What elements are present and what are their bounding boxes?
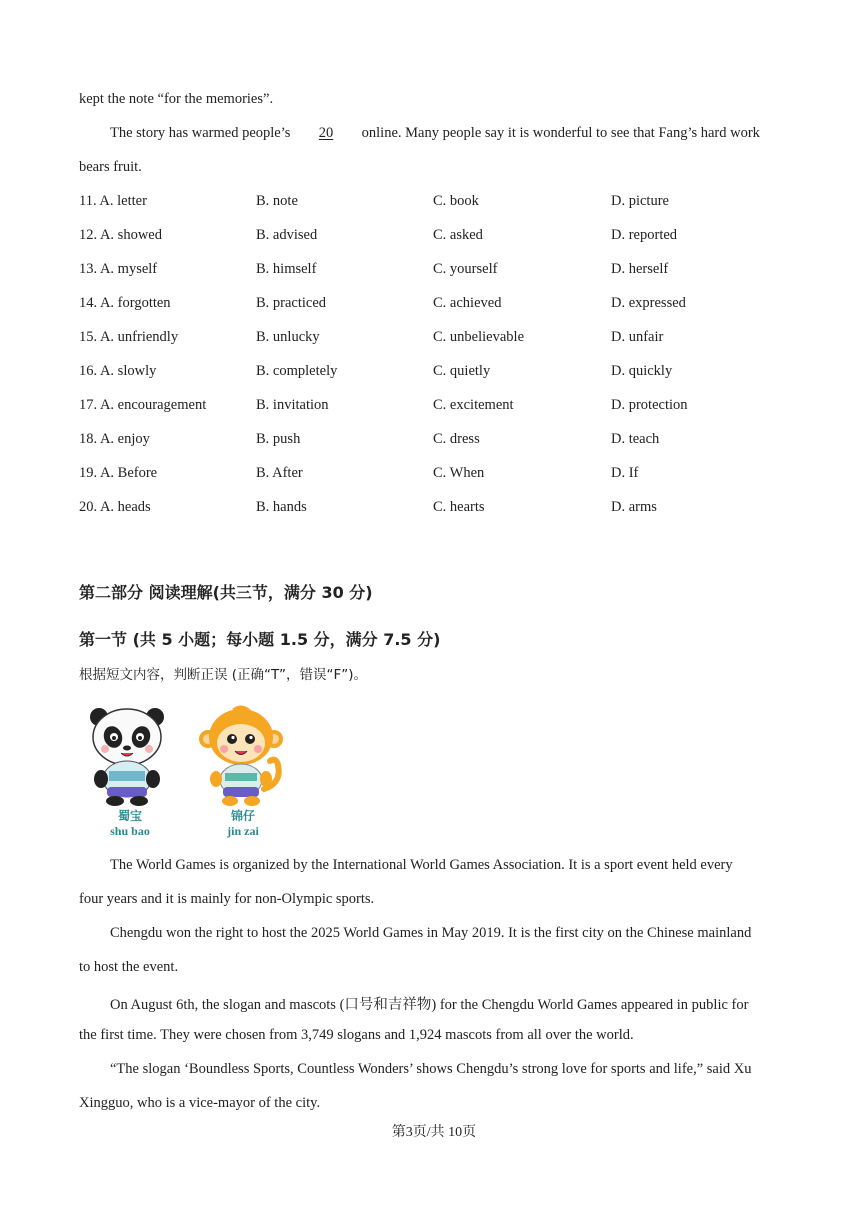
option-b: B. After (256, 465, 303, 481)
sub-heading: 第一节 (共 5 小题；每小题 1.5 分，满分 7.5 分) (79, 630, 441, 649)
option-c: C. quietly (433, 363, 491, 379)
mascot-panda (85, 703, 175, 843)
option-row (79, 465, 799, 485)
option-row (79, 193, 799, 213)
mascot-name-cn: 蜀宝 (117, 809, 142, 823)
option-d: D. arms (611, 499, 657, 515)
option-row (79, 397, 799, 417)
mascot-name-en: jin zai (227, 824, 259, 838)
option-a: 17. A. encouragement (79, 397, 207, 413)
part-heading: 第二部分 阅读理解(共三节，满分 30 分) (79, 583, 373, 602)
option-b: B. advised (256, 227, 318, 243)
option-b: B. invitation (256, 397, 329, 413)
option-a: 13. A. myself (79, 261, 158, 277)
option-b: B. practiced (256, 295, 327, 311)
option-row (79, 431, 799, 451)
option-c: C. book (433, 193, 479, 209)
option-a: 19. A. Before (79, 465, 158, 481)
option-b: B. himself (256, 261, 317, 277)
option-d: D. picture (611, 193, 669, 209)
option-a: 20. A. heads (79, 499, 151, 515)
panda-icon (85, 703, 175, 807)
option-d: D. unfair (611, 329, 664, 345)
option-c: C. yourself (433, 261, 498, 277)
option-d: D. quickly (611, 363, 673, 379)
reading-line: four years and it is mainly for non-Olympic sports. (79, 891, 375, 907)
option-b: B. push (256, 431, 301, 447)
option-a: 18. A. enjoy (79, 431, 150, 447)
option-row (79, 363, 799, 383)
option-row (79, 261, 799, 281)
reading-line: Xingguo, who is a vice-mayor of the city. (79, 1095, 321, 1111)
option-c: C. dress (433, 431, 480, 447)
option-a: 12. A. showed (79, 227, 162, 243)
monkey-icon (198, 703, 288, 807)
mascot-monkey (198, 703, 288, 843)
option-a: 14. A. forgotten (79, 295, 171, 311)
option-d: D. reported (611, 227, 678, 243)
option-row (79, 227, 799, 247)
reading-line: to host the event. (79, 959, 179, 975)
page-number: 第3页/共 10页 (391, 1125, 477, 1140)
reading-line: The World Games is organized by the International World Games Association. It is a sport event held every (110, 857, 733, 873)
option-d: D. If (611, 465, 639, 481)
option-c: C. hearts (433, 499, 485, 515)
passage-line: bears fruit. (79, 159, 142, 175)
option-a: 11. A. letter (79, 193, 147, 209)
option-c: C. When (433, 465, 485, 481)
option-a: 15. A. unfriendly (79, 329, 179, 345)
option-row (79, 499, 799, 519)
passage-line: kept the note “for the memories”. (79, 91, 274, 107)
option-d: D. expressed (611, 295, 686, 311)
reading-line: “The slogan ‘Boundless Sports, Countless Wonders’ shows Chengdu’s strong love for sports and life,” said Xu (110, 1061, 752, 1077)
reading-line: the first time. They were chosen from 3,749 slogans and 1,924 mascots from all over the world. (79, 1027, 634, 1043)
passage-text: online. Many people say it is wonderful to see that Fang’s hard work (358, 125, 760, 141)
passage-line-with-blank (110, 125, 760, 142)
reading-line: On August 6th, the slogan and mascots (口号和吉祥物) for the Chengdu World Games appeared in public for (110, 997, 749, 1013)
option-c: C. unbelievable (433, 329, 525, 345)
option-c: C. excitement (433, 397, 514, 413)
option-b: B. hands (256, 499, 307, 515)
mascot-name-en: shu bao (110, 824, 150, 838)
option-a: 16. A. slowly (79, 363, 157, 379)
option-d: D. protection (611, 397, 688, 413)
option-row (79, 329, 799, 349)
mascot-name-cn: 锦仔 (230, 809, 255, 823)
option-row (79, 295, 799, 315)
option-d: D. herself (611, 261, 669, 277)
instruction: 根据短文内容，判断正误 (正确“T”，错误“F”)。 (79, 667, 368, 683)
option-c: C. achieved (433, 295, 502, 311)
blank-20: 20 (318, 125, 334, 141)
option-b: B. unlucky (256, 329, 320, 345)
option-c: C. asked (433, 227, 483, 243)
passage-text: The story has warmed people’s (110, 125, 295, 141)
option-b: B. completely (256, 363, 338, 379)
reading-line: Chengdu won the right to host the 2025 World Games in May 2019. It is the first city on the Chinese mainland (110, 925, 752, 941)
option-d: D. teach (611, 431, 660, 447)
option-b: B. note (256, 193, 298, 209)
